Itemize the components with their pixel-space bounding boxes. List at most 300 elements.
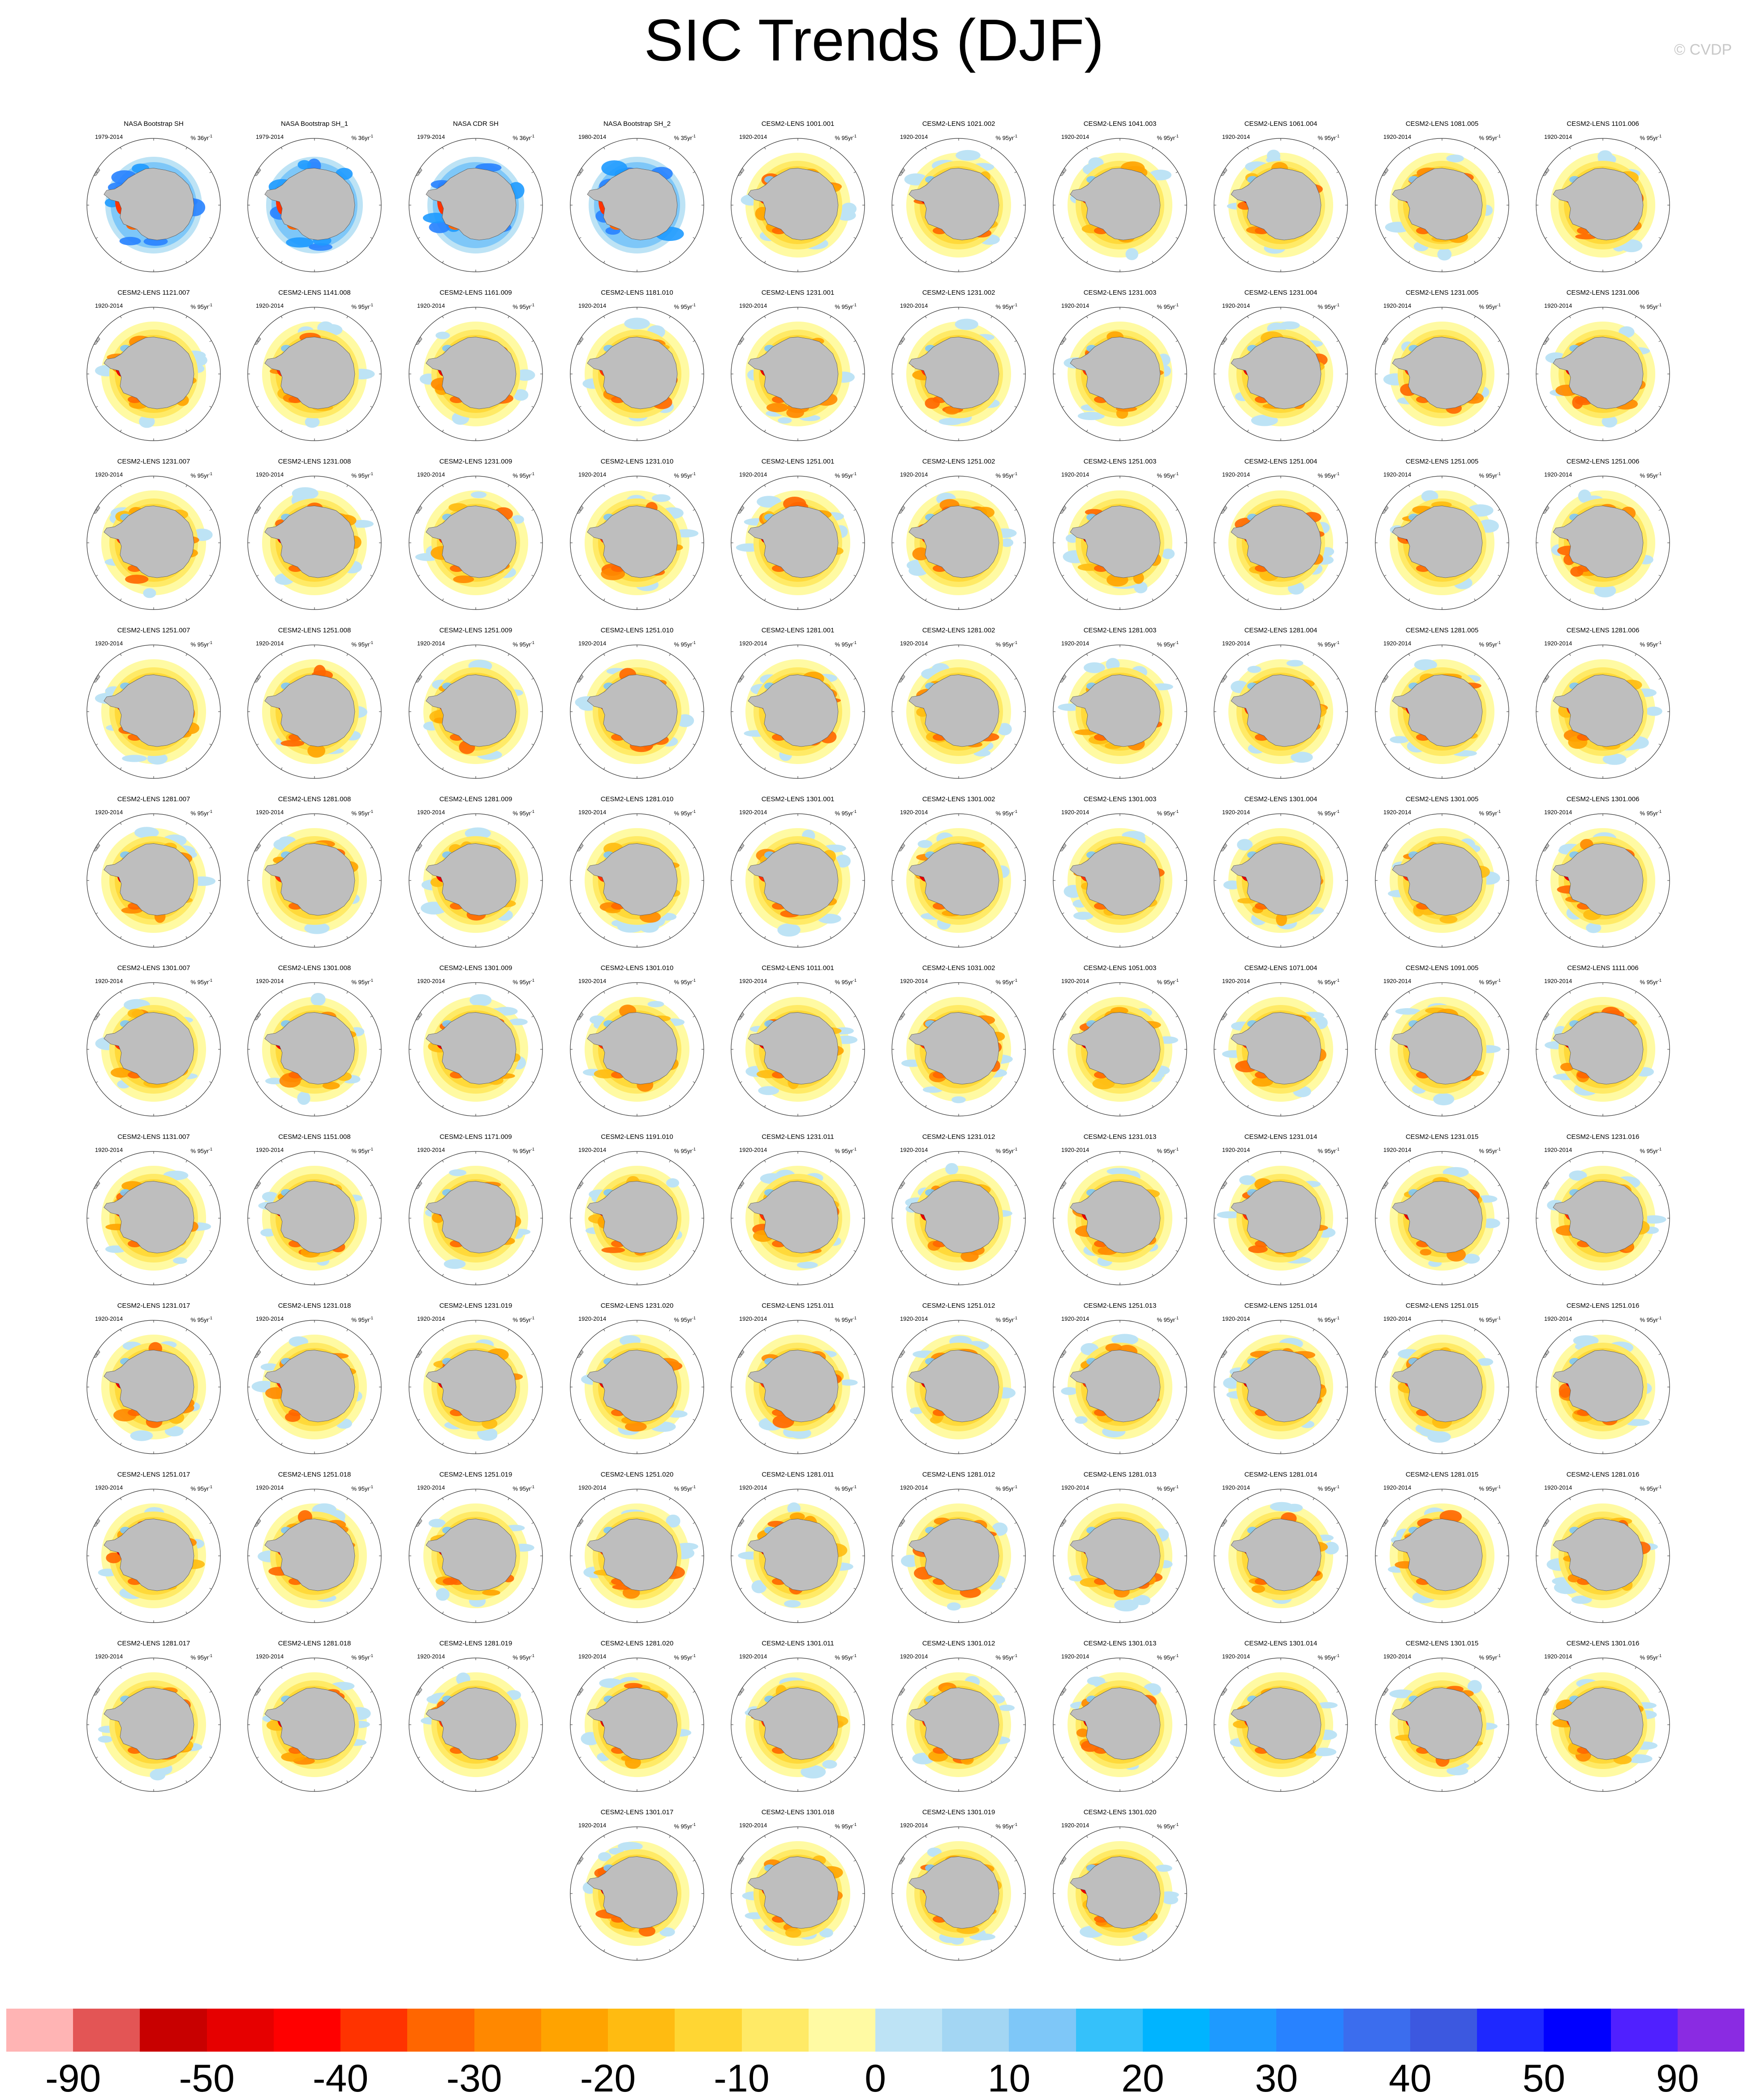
map-panel <box>885 627 1033 779</box>
panel-units: % $95yr^{-1}$ <box>190 472 212 479</box>
panel-period: 1920-2014 <box>1061 809 1089 816</box>
panel-title: CESM2-LENS 1231.014 <box>1244 1133 1317 1141</box>
polar-map <box>563 1489 711 1623</box>
map-panel <box>1207 1471 1355 1623</box>
polar-map <box>1046 813 1194 948</box>
polar-map <box>724 1658 872 1792</box>
panel-title: CESM2-LENS 1251.002 <box>922 458 995 465</box>
panel-period: 1920-2014 <box>95 1653 123 1660</box>
panel-period: 1920-2014 <box>1061 133 1089 140</box>
polar-map <box>1368 982 1516 1117</box>
panel-units: % $95yr^{-1}$ <box>190 1653 212 1661</box>
polar-map <box>724 307 872 441</box>
panel-period: 1920-2014 <box>1061 1653 1089 1660</box>
panel-title: CESM2-LENS 1281.005 <box>1405 627 1479 634</box>
polar-map <box>402 1658 550 1792</box>
map-panel <box>402 795 550 948</box>
map-panel <box>80 1133 228 1285</box>
polar-map <box>1207 1658 1355 1792</box>
panel-title: CESM2-LENS 1301.015 <box>1405 1640 1479 1647</box>
panel-units: % $95yr^{-1}$ <box>1157 1653 1179 1661</box>
panel-title: CESM2-LENS 1281.008 <box>278 795 351 803</box>
polar-map <box>724 1320 872 1454</box>
polar-map <box>80 1320 228 1454</box>
map-panel <box>885 1133 1033 1285</box>
panel-units: % $95yr^{-1}$ <box>1479 303 1501 310</box>
colorbar-labels <box>6 2058 1744 2099</box>
polar-map <box>241 138 388 272</box>
panel-title: CESM2-LENS 1231.005 <box>1405 289 1479 296</box>
panel-title: CESM2-LENS 1251.019 <box>439 1471 512 1478</box>
panel-title: CESM2-LENS 1281.004 <box>1244 627 1317 634</box>
panel-units: % $95yr^{-1}$ <box>995 1822 1017 1830</box>
panel-units: % $95yr^{-1}$ <box>351 1485 373 1492</box>
colorbar-swatch <box>1544 2009 1611 2052</box>
map-panel <box>563 964 711 1117</box>
polar-map <box>1529 476 1677 610</box>
panel-period: 1920-2014 <box>256 1484 284 1491</box>
map-panel <box>80 1640 228 1792</box>
polar-map <box>241 644 388 779</box>
map-panel <box>241 120 388 272</box>
panel-title: CESM2-LENS 1301.019 <box>922 1808 995 1816</box>
colorbar-tick-label: -10 <box>714 2057 770 2100</box>
polar-map <box>563 476 711 610</box>
polar-map <box>1207 138 1355 272</box>
polar-map <box>563 1826 711 1961</box>
panel-title: CESM2-LENS 1001.001 <box>761 120 835 128</box>
panel-period: 1920-2014 <box>900 471 928 478</box>
map-panel <box>563 289 711 441</box>
polar-map <box>1046 982 1194 1117</box>
panel-title: CESM2-LENS 1061.004 <box>1244 120 1317 128</box>
polar-map <box>885 644 1033 779</box>
panel-period: 1920-2014 <box>256 302 284 309</box>
panel-title: NASA Bootstrap SH <box>124 120 184 128</box>
panel-period: 1920-2014 <box>417 1653 445 1660</box>
polar-map <box>1207 644 1355 779</box>
panel-title: CESM2-LENS 1281.015 <box>1405 1471 1479 1478</box>
panel-period: 1920-2014 <box>1061 640 1089 647</box>
colorbar-swatch <box>1076 2009 1143 2052</box>
map-panel <box>1207 964 1355 1117</box>
panel-units: % $95yr^{-1}$ <box>1157 303 1179 310</box>
polar-map <box>241 1658 388 1792</box>
map-panel <box>402 1640 550 1792</box>
panel-title: CESM2-LENS 1231.016 <box>1566 1133 1640 1141</box>
panel-title: CESM2-LENS 1251.018 <box>278 1471 351 1478</box>
polar-map <box>724 1489 872 1623</box>
colorbar-swatch <box>1143 2009 1210 2052</box>
map-panel <box>1207 627 1355 779</box>
polar-map <box>1529 644 1677 779</box>
polar-map <box>1046 644 1194 779</box>
panel-period: 1920-2014 <box>1544 1315 1572 1322</box>
panel-period: 1920-2014 <box>256 1653 284 1660</box>
polar-map <box>80 307 228 441</box>
panel-title: CESM2-LENS 1011.001 <box>762 964 834 972</box>
polar-map <box>80 1658 228 1792</box>
polar-map <box>885 1658 1033 1792</box>
panel-title: CESM2-LENS 1281.018 <box>278 1640 351 1647</box>
map-panel <box>724 1133 872 1285</box>
map-panel <box>80 795 228 948</box>
panel-title: CESM2-LENS 1151.008 <box>278 1133 351 1141</box>
map-panel <box>1368 1133 1516 1285</box>
panel-units: % $95yr^{-1}$ <box>1317 978 1339 986</box>
panel-title: CESM2-LENS 1301.013 <box>1083 1640 1157 1647</box>
panel-units: % $95yr^{-1}$ <box>190 1485 212 1492</box>
map-panel <box>1207 795 1355 948</box>
polar-map <box>1529 1151 1677 1285</box>
polar-map <box>724 1151 872 1285</box>
panel-period: 1920-2014 <box>256 809 284 816</box>
colorbar-tick-label: -30 <box>446 2057 502 2100</box>
panel-title: CESM2-LENS 1231.011 <box>762 1133 834 1141</box>
polar-map <box>1046 1489 1194 1623</box>
panel-title: CESM2-LENS 1281.017 <box>117 1640 190 1647</box>
polar-map <box>80 1151 228 1285</box>
panel-period: 1920-2014 <box>256 1315 284 1322</box>
map-panel <box>80 458 228 610</box>
panel-units: % $95yr^{-1}$ <box>674 1316 696 1323</box>
panel-units: % $95yr^{-1}$ <box>835 640 857 648</box>
panel-period: 1920-2014 <box>1383 302 1412 309</box>
polar-map <box>885 307 1033 441</box>
panel-period: 1920-2014 <box>1222 978 1250 984</box>
polar-map <box>1046 1658 1194 1792</box>
panel-units: % $95yr^{-1}$ <box>1317 303 1339 310</box>
map-panel <box>563 1133 711 1285</box>
panel-units: % $95yr^{-1}$ <box>512 303 534 310</box>
panel-period: 1920-2014 <box>1061 471 1089 478</box>
panel-period: 1920-2014 <box>1544 1653 1572 1660</box>
map-panel <box>1529 1640 1677 1792</box>
panel-units: % $36yr^{-1}$ <box>190 134 212 142</box>
map-panel <box>1529 120 1677 272</box>
panel-title: CESM2-LENS 1301.012 <box>922 1640 995 1647</box>
panel-title: CESM2-LENS 1171.009 <box>439 1133 512 1141</box>
polar-map <box>724 644 872 779</box>
polar-map <box>724 1826 872 1961</box>
polar-map <box>80 1489 228 1623</box>
map-panel <box>1529 795 1677 948</box>
panel-period: 1920-2014 <box>1222 1484 1250 1491</box>
panel-period: 1920-2014 <box>417 978 445 984</box>
panel-units: % $95yr^{-1}$ <box>351 1147 373 1155</box>
panel-period: 1920-2014 <box>1544 640 1572 647</box>
polar-map <box>885 813 1033 948</box>
panel-units: % $95yr^{-1}$ <box>674 1653 696 1661</box>
panel-period: 1920-2014 <box>578 809 607 816</box>
panel-units: % $95yr^{-1}$ <box>1479 1653 1501 1661</box>
panel-period: 1979-2014 <box>256 133 284 140</box>
panel-period: 1920-2014 <box>417 640 445 647</box>
polar-map <box>724 813 872 948</box>
panel-units: % $95yr^{-1}$ <box>190 809 212 817</box>
panel-title: CESM2-LENS 1231.004 <box>1244 289 1317 296</box>
map-panel <box>885 1640 1033 1792</box>
panel-period: 1920-2014 <box>1061 302 1089 309</box>
polar-map <box>563 644 711 779</box>
panel-period: 1920-2014 <box>739 1484 767 1491</box>
panel-title: CESM2-LENS 1251.004 <box>1244 458 1317 465</box>
panel-units: % $95yr^{-1}$ <box>674 1485 696 1492</box>
panel-units: % $95yr^{-1}$ <box>1317 1485 1339 1492</box>
colorbar-swatch <box>340 2009 408 2052</box>
map-panel <box>1207 120 1355 272</box>
panel-title: CESM2-LENS 1021.002 <box>922 120 995 128</box>
polar-map <box>80 476 228 610</box>
colorbar-swatch <box>407 2009 474 2052</box>
panel-units: % $95yr^{-1}$ <box>1640 303 1662 310</box>
panel-period: 1920-2014 <box>95 471 123 478</box>
colorbar-tick-label: -90 <box>45 2057 101 2100</box>
map-panel <box>724 964 872 1117</box>
panel-units: % $95yr^{-1}$ <box>995 1485 1017 1492</box>
panel-title: CESM2-LENS 1251.013 <box>1083 1302 1157 1310</box>
panel-units: % $95yr^{-1}$ <box>1157 809 1179 817</box>
panel-title: CESM2-LENS 1111.006 <box>1567 964 1639 972</box>
polar-map <box>885 1320 1033 1454</box>
map-panel <box>885 795 1033 948</box>
panel-period: 1920-2014 <box>578 1484 607 1491</box>
panel-units: % $95yr^{-1}$ <box>351 1653 373 1661</box>
panel-period: 1920-2014 <box>1383 471 1412 478</box>
polar-map <box>80 644 228 779</box>
map-panel <box>80 964 228 1117</box>
panel-title: CESM2-LENS 1231.002 <box>922 289 995 296</box>
panel-title: CESM2-LENS 1141.008 <box>278 289 351 296</box>
panel-period: 1920-2014 <box>1383 133 1412 140</box>
panel-title: CESM2-LENS 1231.003 <box>1083 289 1157 296</box>
colorbar-tick-label: 40 <box>1389 2057 1432 2100</box>
polar-map <box>563 1658 711 1792</box>
polar-map <box>563 138 711 272</box>
colorbar-swatch <box>140 2009 207 2052</box>
polar-map <box>1046 138 1194 272</box>
polar-map <box>402 138 550 272</box>
panel-period: 1920-2014 <box>95 978 123 984</box>
panel-units: % $95yr^{-1}$ <box>351 978 373 986</box>
panel-title: CESM2-LENS 1301.006 <box>1566 795 1640 803</box>
panel-units: % $95yr^{-1}$ <box>512 472 534 479</box>
panel-title: CESM2-LENS 1281.010 <box>600 795 674 803</box>
map-panel <box>1368 1640 1516 1792</box>
panel-title: CESM2-LENS 1301.008 <box>278 964 351 972</box>
colorbar-swatch <box>1210 2009 1277 2052</box>
panel-title: CESM2-LENS 1281.012 <box>922 1471 995 1478</box>
panel-title: CESM2-LENS 1251.006 <box>1566 458 1640 465</box>
panel-period: 1920-2014 <box>900 809 928 816</box>
polar-map <box>80 138 228 272</box>
panel-units: % $95yr^{-1}$ <box>1157 1147 1179 1155</box>
map-panel <box>1529 289 1677 441</box>
panel-units: % $95yr^{-1}$ <box>1157 1822 1179 1830</box>
polar-map <box>1368 813 1516 948</box>
colorbar-swatch <box>1009 2009 1076 2052</box>
map-panel <box>1046 120 1194 272</box>
panel-period: 1920-2014 <box>739 1653 767 1660</box>
panel-period: 1979-2014 <box>417 133 445 140</box>
panel-units: % $95yr^{-1}$ <box>835 1653 857 1661</box>
panel-units: % $95yr^{-1}$ <box>835 472 857 479</box>
colorbar-swatch <box>1410 2009 1477 2052</box>
panel-title: CESM2-LENS 1231.017 <box>117 1302 190 1310</box>
panel-units: % $95yr^{-1}$ <box>1479 640 1501 648</box>
panel-period: 1920-2014 <box>417 471 445 478</box>
panel-period: 1920-2014 <box>739 640 767 647</box>
panel-units: % $95yr^{-1}$ <box>674 303 696 310</box>
colorbar-swatch <box>675 2009 742 2052</box>
polar-map <box>1529 307 1677 441</box>
panel-period: 1920-2014 <box>900 1484 928 1491</box>
panel-title: CESM2-LENS 1281.016 <box>1566 1471 1640 1478</box>
map-panel <box>1368 289 1516 441</box>
map-panel <box>80 1302 228 1454</box>
panel-units: % $95yr^{-1}$ <box>674 809 696 817</box>
map-panel <box>241 964 388 1117</box>
colorbar-swatch <box>942 2009 1009 2052</box>
map-panel <box>1207 458 1355 610</box>
panel-units: % $95yr^{-1}$ <box>995 1147 1017 1155</box>
panel-period: 1920-2014 <box>1383 809 1412 816</box>
panel-units: % $95yr^{-1}$ <box>351 1316 373 1323</box>
panel-title: CESM2-LENS 1231.009 <box>439 458 512 465</box>
polar-map <box>80 813 228 948</box>
panel-units: % $95yr^{-1}$ <box>674 1822 696 1830</box>
map-panel <box>885 1302 1033 1454</box>
panel-title: CESM2-LENS 1231.010 <box>600 458 674 465</box>
colorbar-swatch <box>742 2009 809 2052</box>
map-panel <box>724 120 872 272</box>
map-panel <box>1368 627 1516 779</box>
panel-period: 1920-2014 <box>1383 1147 1412 1153</box>
panel-title: CESM2-LENS 1251.011 <box>762 1302 834 1310</box>
map-panel <box>1046 1471 1194 1623</box>
panel-title: CESM2-LENS 1131.007 <box>117 1133 190 1141</box>
panel-units: % $95yr^{-1}$ <box>1157 472 1179 479</box>
panel-units: % $95yr^{-1}$ <box>995 640 1017 648</box>
colorbar-swatch <box>1678 2009 1745 2052</box>
panel-title: CESM2-LENS 1041.003 <box>1083 120 1157 128</box>
map-panel <box>1046 458 1194 610</box>
polar-map <box>402 813 550 948</box>
polar-map <box>402 476 550 610</box>
panel-period: 1920-2014 <box>900 1147 928 1153</box>
panel-period: 1920-2014 <box>1544 471 1572 478</box>
panel-units: % $95yr^{-1}$ <box>995 472 1017 479</box>
panel-period: 1920-2014 <box>1383 1653 1412 1660</box>
panel-period: 1920-2014 <box>578 978 607 984</box>
colorbar-swatch <box>73 2009 140 2052</box>
polar-map <box>241 1151 388 1285</box>
panel-units: % $95yr^{-1}$ <box>835 1316 857 1323</box>
panel-units: % $95yr^{-1}$ <box>835 134 857 142</box>
panel-title: CESM2-LENS 1281.007 <box>117 795 190 803</box>
map-panel <box>1368 964 1516 1117</box>
polar-map <box>563 1151 711 1285</box>
colorbar-swatch <box>207 2009 274 2052</box>
panel-units: % $95yr^{-1}$ <box>1317 809 1339 817</box>
polar-map <box>885 982 1033 1117</box>
panel-period: 1920-2014 <box>578 1147 607 1153</box>
polar-map <box>1207 1151 1355 1285</box>
panel-period: 1920-2014 <box>1222 1315 1250 1322</box>
panel-units: % $95yr^{-1}$ <box>512 640 534 648</box>
panel-title: CESM2-LENS 1231.008 <box>278 458 351 465</box>
colorbar-swatch <box>541 2009 608 2052</box>
panel-title: CESM2-LENS 1301.014 <box>1244 1640 1317 1647</box>
panel-period: 1920-2014 <box>578 1653 607 1660</box>
map-panel <box>241 289 388 441</box>
map-panel <box>402 458 550 610</box>
panel-title: CESM2-LENS 1031.002 <box>922 964 995 972</box>
panel-title: CESM2-LENS 1281.020 <box>600 1640 674 1647</box>
colorbar-swatch <box>608 2009 675 2052</box>
panel-units: % $95yr^{-1}$ <box>1479 809 1501 817</box>
polar-map <box>402 1151 550 1285</box>
panel-units: % $95yr^{-1}$ <box>1479 1316 1501 1323</box>
map-panel <box>241 1133 388 1285</box>
polar-map <box>1368 1658 1516 1792</box>
map-panel <box>1368 120 1516 272</box>
map-panel <box>241 795 388 948</box>
polar-map <box>1207 476 1355 610</box>
panel-period: 1980-2014 <box>578 133 607 140</box>
panel-title: CESM2-LENS 1301.002 <box>922 795 995 803</box>
map-panel <box>724 458 872 610</box>
polar-map <box>885 1489 1033 1623</box>
map-panel <box>1046 289 1194 441</box>
polar-map <box>885 476 1033 610</box>
map-panel <box>563 1808 711 1961</box>
panel-units: % $95yr^{-1}$ <box>1479 472 1501 479</box>
colorbar-tick-label: 30 <box>1255 2057 1298 2100</box>
panel-units: % $95yr^{-1}$ <box>351 809 373 817</box>
panel-units: % $95yr^{-1}$ <box>674 978 696 986</box>
polar-map <box>724 476 872 610</box>
panel-units: % $95yr^{-1}$ <box>1640 809 1662 817</box>
panel-units: % $95yr^{-1}$ <box>835 1485 857 1492</box>
polar-map <box>402 982 550 1117</box>
panel-period: 1920-2014 <box>1544 1484 1572 1491</box>
panel-units: % $95yr^{-1}$ <box>1479 978 1501 986</box>
map-panel <box>241 627 388 779</box>
panel-units: % $95yr^{-1}$ <box>1640 978 1662 986</box>
panel-period: 1979-2014 <box>95 133 123 140</box>
panel-period: 1920-2014 <box>739 302 767 309</box>
panel-title: CESM2-LENS 1231.019 <box>439 1302 512 1310</box>
panel-period: 1920-2014 <box>1544 133 1572 140</box>
polar-map <box>1207 307 1355 441</box>
panel-units: % $35yr^{-1}$ <box>674 134 696 142</box>
panel-title: CESM2-LENS 1281.014 <box>1244 1471 1317 1478</box>
colorbar-swatch <box>1611 2009 1678 2052</box>
map-panel <box>563 1471 711 1623</box>
polar-map <box>885 138 1033 272</box>
panel-period: 1920-2014 <box>1222 133 1250 140</box>
map-panel <box>80 120 228 272</box>
polar-map <box>1368 644 1516 779</box>
map-panel <box>1368 795 1516 948</box>
colorbar-swatch <box>809 2009 876 2052</box>
polar-map <box>563 1320 711 1454</box>
panel-units: % $95yr^{-1}$ <box>995 134 1017 142</box>
figure-title: SIC Trends (DJF) <box>644 7 1104 73</box>
map-panel <box>724 289 872 441</box>
panel-period: 1920-2014 <box>1383 978 1412 984</box>
